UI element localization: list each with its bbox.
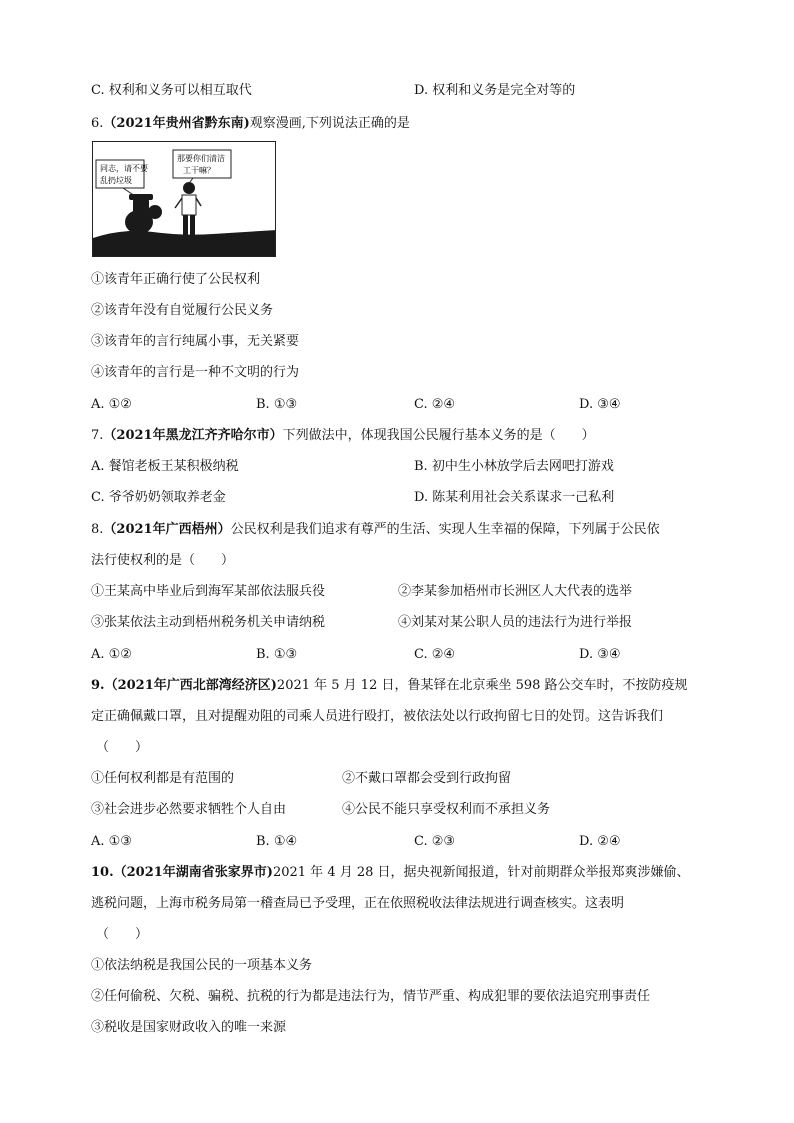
- q6-option-c: C. ②④: [414, 397, 456, 412]
- q9-answer-blank: （ ）: [96, 740, 149, 755]
- q7-number: 7.: [91, 428, 104, 443]
- q10-stem-1: 2021 年 4 月 28 日，据央视新闻报道，针对前期群众举报郑爽涉嫌偷、: [272, 865, 690, 880]
- q8-option-d: D. ③④: [579, 647, 621, 662]
- q10-item-1: ①依法纳税是我国公民的一项基本义务: [91, 958, 313, 973]
- q8-stem-line: [91, 521, 660, 539]
- q6-option-d: D. ③④: [579, 397, 621, 412]
- q6-stem: 观察漫画,下列说法正确的是: [249, 116, 410, 131]
- trash-can-figure: [125, 194, 162, 234]
- q7-option-d: D. 陈某利用社会关系谋求一己私利: [414, 490, 615, 505]
- q5-option-d: D. 权利和义务是完全对等的: [414, 83, 576, 98]
- q10-stem-2: 逃税问题，上海市税务局第一稽查局已予受理，正在依照税收法律法规进行调查核实。这表明: [91, 896, 625, 911]
- q9-option-c: C. ②③: [414, 834, 456, 849]
- q10-answer-blank: （ ）: [96, 927, 149, 942]
- q7-source: （2021年黑龙江齐齐哈尔市）: [103, 428, 283, 443]
- q8-option-b: B. ①③: [256, 647, 298, 662]
- q7-option-b: B. 初中生小林放学后去网吧打游戏: [414, 459, 614, 474]
- q10-number: 10.: [91, 865, 114, 880]
- q9-stem-line: [91, 677, 688, 695]
- q10-item-2: ②任何偷税、欠税、骗税、抗税的行为都是违法行为，情节严重、构成犯罪的要依法追究刑事责任: [91, 989, 651, 1004]
- q8-stem-1: 公民权利是我们追求有尊严的生活、实现人生幸福的保障，下列属于公民依: [230, 522, 660, 537]
- q6-source: （2021年贵州省黔东南): [103, 116, 250, 131]
- q7-option-c: C. 爷爷奶奶领取养老金: [91, 490, 226, 505]
- q9-option-a: A. ①③: [91, 834, 132, 849]
- bubble-right-line1: 那要你们清洁: [177, 154, 225, 163]
- q8-option-a: A. ①②: [91, 647, 132, 662]
- q6-option-a: A. ①②: [91, 397, 132, 412]
- q8-item-4: ④刘某对某公职人员的违法行为进行举报: [398, 615, 633, 630]
- young-man-figure: [175, 182, 201, 235]
- q9-item-4: ④公民不能只享受权利而不承担义务: [342, 802, 551, 817]
- q6-item-4: ④该青年的言行是一种不文明的行为: [91, 365, 300, 380]
- q9-option-d: D. ②④: [579, 834, 621, 849]
- bubble-right-line2: 工干嘛？: [183, 166, 215, 175]
- q9-item-3: ③社会进步必然要求牺牲个人自由: [91, 802, 287, 817]
- q7-stem-line: [91, 427, 595, 445]
- q8-source: （2021年广西梧州）: [103, 522, 231, 537]
- q10-source: （2021年湖南省张家界市): [113, 865, 273, 880]
- q9-source: （2021年广西北部湾经济区): [104, 678, 277, 693]
- q10-stem-line: [91, 864, 690, 882]
- q5-option-c: C. 权利和义务可以相互取代: [91, 83, 252, 98]
- q6-item-3: ③该青年的言行纯属小事，无关紧要: [91, 334, 300, 349]
- q9-item-2: ②不戴口罩都会受到行政拘留: [342, 771, 512, 786]
- q8-option-c: C. ②④: [414, 647, 456, 662]
- q8-item-2: ②李某参加梧州市长洲区人大代表的选举: [398, 584, 633, 599]
- q7-stem: 下列做法中，体现我国公民履行基本义务的是（ ）: [282, 428, 595, 443]
- q10-item-3: ③税收是国家财政收入的唯一来源: [91, 1020, 287, 1035]
- q8-item-1: ①王某高中毕业后到海军某部依法服兵役: [91, 584, 326, 599]
- q8-stem-2: 法行使权利的是（ ）: [91, 553, 235, 568]
- q6-number: 6.: [91, 116, 104, 131]
- q9-option-b: B. ①④: [256, 834, 298, 849]
- bubble-left-line2: 乱扔垃圾: [100, 176, 132, 185]
- q9-stem-1: 2021 年 5 月 12 日，鲁某铎在北京乘坐 598 路公交车时，不按防疫规: [276, 678, 688, 693]
- q8-item-3: ③张某依法主动到梧州税务机关申请纳税: [91, 615, 326, 630]
- q8-number: 8.: [91, 522, 104, 537]
- q9-stem-2: 定正确佩戴口罩，且对提醒劝阻的司乘人员进行殴打，被依法处以行政拘留七日的处罚。这告诉我们: [91, 709, 664, 724]
- cartoon-image: [92, 141, 276, 257]
- q9-item-1: ①任何权利都是有范围的: [91, 771, 235, 786]
- q6-item-1: ①该青年正确行使了公民权利: [91, 272, 261, 287]
- q6-item-2: ②该青年没有自觉履行公民义务: [91, 303, 274, 318]
- q6-option-b: B. ①③: [256, 397, 298, 412]
- q9-number: 9.: [91, 678, 105, 693]
- q6-stem-line: [91, 115, 410, 133]
- q7-option-a: A. 餐馆老板王某积极纳税: [91, 459, 239, 474]
- bubble-left-line1: 同志，请不要: [100, 164, 148, 173]
